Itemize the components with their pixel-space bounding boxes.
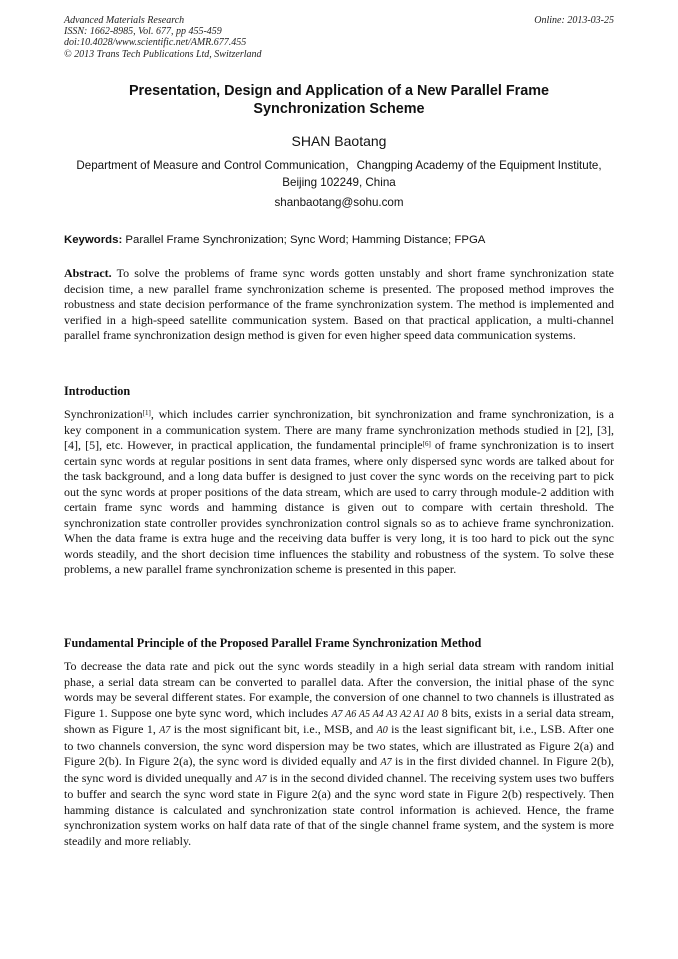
keywords [64,233,614,247]
section-heading-introduction: Introduction [64,384,131,398]
msb-symbol: A7 [159,725,171,736]
section-heading-principle: Fundamental Principle of the Proposed Parallel Frame Synchronization Method [64,636,482,650]
paper-title: Presentation, Design and Application of a New Parallel Frame Synchronization Scheme [128,83,550,117]
issn-line: ISSN: 1662-8985, Vol. 677, pp 455-459 [64,26,222,38]
principle-text-3: is the most significant bit, i.e., MSB, and [170,722,377,736]
doi-line: doi:10.4028/www.scientific.net/AMR.677.455 [64,37,247,49]
abstract [64,266,614,344]
sync-word-bits: A7 A6 A5 A4 A3 A2 A1 A0 [331,708,439,720]
intro-text-1: , which includes carrier synchronization, bit synchronization and frame synchronization, is a key component in a communication system. There are many frame synchronization methods studied in [2], [3], [4], [5], etc. However, in practical application, the fundamental principle [64,407,614,452]
introduction-body [64,407,614,578]
principle-text-1: To decrease the data rate and pick out the sync words steadily in a high serial data stream with random initial phase, a serial data stream can be converted to parallel data. After the conversion, the initial phase of the sync words may be several different states. For example, the conversion of one channel to two channels is illustrated as Figure 1. Suppose one byte sync word, which includes [64,659,614,720]
author-email: shanbaotang@sohu.com [274,196,404,209]
journal-name: Advanced Materials Research [64,15,185,26]
keywords-text: Parallel Frame Synchronization; Sync Word; Hamming Distance; FPGA [125,234,486,246]
symbol-a7-second: A7 [255,773,267,785]
keywords-label: Keywords: [64,234,123,246]
intro-text-2: of frame synchronization is to insert certain sync words at regular positions in sent data frames, where only dispersed sync words are talked about for the task background, and a long data buffer is designed to just cover the sync words on the receiving part to pick out the sync words at proper positions of the data stream, which are used to carry through module-2 addition with certain frame sync words and hamming distance is given out to compare with certain threshold. The synchronization state controller provides synchronization control signals so as to achieve frame synchronization. When the data frame is extra huge and the receiving data buffer is very long, it is too hard to pick out the sync words steadily, and the short decision time influences the stability and robustness of the system. To solve these problems, a new parallel frame synchronization scheme is presented in this paper. [64,438,614,576]
citation-ref-6: [6] [422,440,431,448]
abstract-label: Abstract. [64,266,112,280]
symbol-a7-first: A7 [380,757,392,768]
principle-text-4: is the least significant bit, i.e., LSB. After one to two channels conversion, the sync word dispersion may be two states, which are illustrated as Figure 2(a) and Figure 2(b). In Figure 2(a), the sync word is divided equally and [64,722,614,768]
online-date: Online: 2013-03-25 [534,15,614,26]
intro-word: Synchronization [64,407,143,421]
principle-body [64,659,614,849]
lsb-symbol: A0 [376,725,388,736]
principle-text-5: is in the first divided channel. In Figure 2(b), the sync word is divided unequally and [64,754,615,785]
citation-ref-1: [1] [142,409,151,417]
journal-header [64,15,262,60]
affiliation: Department of Measure and Control Communication，Changping Academy of the Equipment Institute, Beijing 102249, China [76,159,602,189]
principle-text-2: 8 bits, exists in a serial data stream, shown as Figure 1, [64,705,614,736]
abstract-text: To solve the problems of frame sync words gotten unstably and short frame synchronization state decision time, a new parallel frame synchronization scheme is presented. The proposed method improves the robustness and state decision performance of the frame synchronization system. The method is implemented and verified in a high-speed satellite communication system. Based on that practical application, a multi-channel parallel frame synchronization design method is given for even higher speed data communication systems. [64,266,614,342]
author-name: SHAN Baotang [291,133,387,149]
copyright-line: © 2013 Trans Tech Publications Ltd, Switzerland [64,48,262,60]
principle-text-6: is in the second divided channel. The receiving system uses two buffers to buffer and search the sync word state in Figure 2(a) and the sync word state in Figure 2(b) respectively. Then hamming distance is calculated and synchronization state control information is achieved. Hence, the frame synchronization system works on half data rate of that of the single channel frame system, and the system is more steadily and more reliably. [64,770,614,848]
